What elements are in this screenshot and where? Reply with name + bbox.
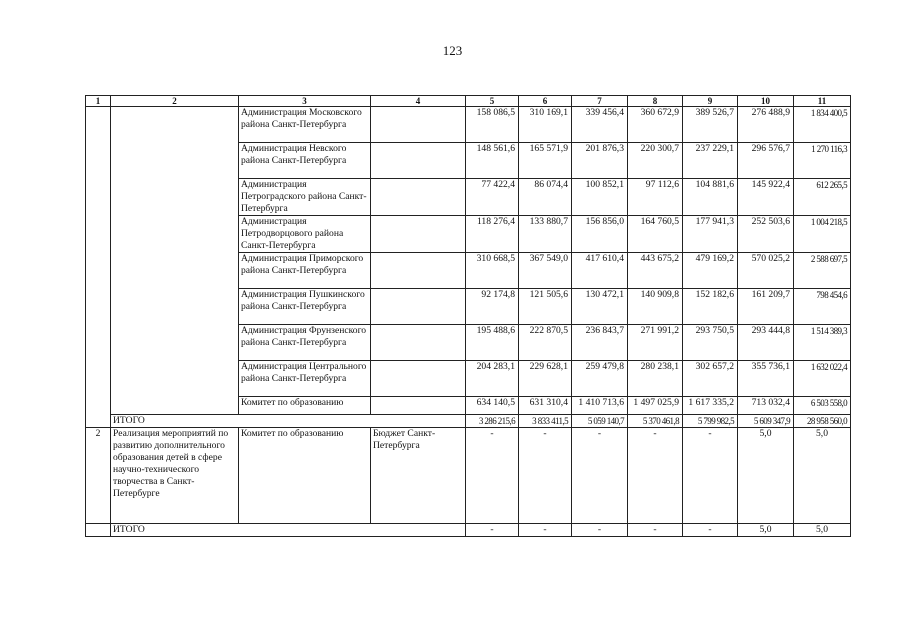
total-value-cell: 5 370 461,8 — [628, 415, 683, 428]
total-value-cell: 3 833 411,5 — [519, 415, 572, 428]
value-cell: 121 505,6 — [519, 289, 572, 325]
header-cell: 6 — [519, 96, 572, 107]
value-cell: 148 561,6 — [466, 143, 519, 179]
row-number-cell — [86, 289, 111, 325]
value-cell: 165 571,9 — [519, 143, 572, 179]
value-cell: 236 843,7 — [572, 325, 628, 361]
value-cell: - — [572, 428, 628, 524]
organization-cell: Администрация Центрального района Санкт-Петербурга — [239, 361, 371, 397]
value-cell: 631 310,4 — [519, 397, 572, 415]
header-cell: 5 — [466, 96, 519, 107]
activity-cell — [111, 289, 239, 325]
value-cell: 417 610,4 — [572, 253, 628, 289]
value-cell: 229 628,1 — [519, 361, 572, 397]
value-cell: 201 876,3 — [572, 143, 628, 179]
table-row — [86, 428, 851, 524]
source-cell — [371, 179, 466, 216]
value-cell: 5,0 — [738, 428, 794, 524]
row-number-cell: 2 — [86, 428, 111, 524]
total-value-cell: 5 799 982,5 — [683, 415, 738, 428]
value-cell: 310 169,1 — [519, 107, 572, 143]
row-number-cell — [86, 107, 111, 143]
table-row — [86, 361, 851, 397]
value-cell: 1 632 022,4 — [794, 361, 851, 397]
header-cell: 7 — [572, 96, 628, 107]
header-cell: 8 — [628, 96, 683, 107]
total-value-cell: - — [572, 524, 628, 537]
source-cell — [371, 253, 466, 289]
value-cell: 92 174,8 — [466, 289, 519, 325]
value-cell: 2 588 697,5 — [794, 253, 851, 289]
header-cell: 3 — [239, 96, 371, 107]
value-cell: 276 488,9 — [738, 107, 794, 143]
page-number: 123 — [442, 43, 463, 58]
total-value-cell: - — [683, 524, 738, 537]
total-label: ИТОГО — [111, 415, 466, 428]
value-cell: 302 657,2 — [683, 361, 738, 397]
row-number-cell — [86, 143, 111, 179]
value-cell: - — [628, 428, 683, 524]
value-cell: 5,0 — [794, 428, 851, 524]
source-cell — [371, 325, 466, 361]
value-cell: 220 300,7 — [628, 143, 683, 179]
table-row — [86, 107, 851, 143]
value-cell: - — [683, 428, 738, 524]
value-cell: 1 004 218,5 — [794, 216, 851, 253]
total-value-cell: 28 958 560,0 — [794, 415, 851, 428]
activity-cell — [111, 107, 239, 143]
total-row — [86, 524, 851, 537]
source-cell — [371, 216, 466, 253]
row-number-cell — [86, 361, 111, 397]
value-cell: 222 870,5 — [519, 325, 572, 361]
total-row — [86, 415, 851, 428]
source-cell — [371, 107, 466, 143]
value-cell: 1 514 389,3 — [794, 325, 851, 361]
activity-cell — [111, 397, 239, 415]
value-cell: 296 576,7 — [738, 143, 794, 179]
value-cell: 77 422,4 — [466, 179, 519, 216]
value-cell: 1 497 025,9 — [628, 397, 683, 415]
value-cell: 252 503,6 — [738, 216, 794, 253]
total-value-cell: 5,0 — [794, 524, 851, 537]
table-row — [86, 179, 851, 216]
row-number-cell — [86, 524, 111, 537]
value-cell: 389 526,7 — [683, 107, 738, 143]
value-cell: 133 880,7 — [519, 216, 572, 253]
row-number-cell — [86, 179, 111, 216]
row-number-cell — [86, 325, 111, 361]
value-cell: 713 032,4 — [738, 397, 794, 415]
source-cell: Бюджет Санкт-Петербурга — [371, 428, 466, 524]
budget-table — [85, 95, 851, 537]
total-value-cell: - — [519, 524, 572, 537]
value-cell: 355 736,1 — [738, 361, 794, 397]
value-cell: 164 760,5 — [628, 216, 683, 253]
table-row — [86, 216, 851, 253]
value-cell: 237 229,1 — [683, 143, 738, 179]
header-cell: 1 — [86, 96, 111, 107]
value-cell: 310 668,5 — [466, 253, 519, 289]
header-cell: 9 — [683, 96, 738, 107]
value-cell: 195 488,6 — [466, 325, 519, 361]
activity-cell — [111, 361, 239, 397]
value-cell: 293 750,5 — [683, 325, 738, 361]
table-row — [86, 325, 851, 361]
value-cell: 1 270 116,3 — [794, 143, 851, 179]
source-cell — [371, 289, 466, 325]
value-cell: 1 617 335,2 — [683, 397, 738, 415]
value-cell: 259 479,8 — [572, 361, 628, 397]
value-cell: 145 922,4 — [738, 179, 794, 216]
value-cell: 97 112,6 — [628, 179, 683, 216]
total-value-cell: 5,0 — [738, 524, 794, 537]
header-cell: 11 — [794, 96, 851, 107]
activity-cell — [111, 179, 239, 216]
value-cell: 1 834 400,5 — [794, 107, 851, 143]
value-cell: 1 410 713,6 — [572, 397, 628, 415]
organization-cell: Администрация Пушкинского района Санкт-Петербурга — [239, 289, 371, 325]
value-cell: 798 454,6 — [794, 289, 851, 325]
total-value-cell: 5 609 347,9 — [738, 415, 794, 428]
value-cell: - — [519, 428, 572, 524]
header-row — [86, 96, 851, 107]
activity-cell — [111, 253, 239, 289]
value-cell: 177 941,3 — [683, 216, 738, 253]
table-row — [86, 289, 851, 325]
value-cell: 339 456,4 — [572, 107, 628, 143]
row-number-cell — [86, 253, 111, 289]
value-cell: 104 881,6 — [683, 179, 738, 216]
organization-cell: Администрация Петроградского района Санкт-Петербурга — [239, 179, 371, 216]
row-number-cell — [86, 397, 111, 415]
table-row — [86, 253, 851, 289]
source-cell — [371, 143, 466, 179]
organization-cell: Комитет по образованию — [239, 428, 371, 524]
value-cell: 443 675,2 — [628, 253, 683, 289]
value-cell: 118 276,4 — [466, 216, 519, 253]
value-cell: 140 909,8 — [628, 289, 683, 325]
total-value-cell: 5 059 140,7 — [572, 415, 628, 428]
total-value-cell: - — [628, 524, 683, 537]
value-cell: 100 852,1 — [572, 179, 628, 216]
source-cell — [371, 361, 466, 397]
value-cell: 158 086,5 — [466, 107, 519, 143]
organization-cell: Администрация Московского района Санкт-Петербурга — [239, 107, 371, 143]
header-cell: 2 — [111, 96, 239, 107]
value-cell: 161 209,7 — [738, 289, 794, 325]
activity-cell — [111, 143, 239, 179]
row-number-cell — [86, 415, 111, 428]
activity-cell — [111, 325, 239, 361]
total-value-cell: - — [466, 524, 519, 537]
value-cell: 204 283,1 — [466, 361, 519, 397]
table-row — [86, 143, 851, 179]
value-cell: 570 025,2 — [738, 253, 794, 289]
value-cell: 86 074,4 — [519, 179, 572, 216]
row-number-cell — [86, 216, 111, 253]
value-cell: 280 238,1 — [628, 361, 683, 397]
value-cell: 360 672,9 — [628, 107, 683, 143]
organization-cell: Администрация Приморского района Санкт-Петербурга — [239, 253, 371, 289]
value-cell: 293 444,8 — [738, 325, 794, 361]
value-cell: 367 549,0 — [519, 253, 572, 289]
value-cell: 612 265,5 — [794, 179, 851, 216]
activity-cell: Реализация мероприятий по развитию дополнительного образования детей в сфере научно-технического творчества в Санкт-Петербурге — [111, 428, 239, 524]
header-cell: 10 — [738, 96, 794, 107]
value-cell: 156 856,0 — [572, 216, 628, 253]
table-row — [86, 397, 851, 415]
value-cell: 130 472,1 — [572, 289, 628, 325]
total-value-cell: 3 286 215,6 — [466, 415, 519, 428]
value-cell: 152 182,6 — [683, 289, 738, 325]
organization-cell: Администрация Петродворцового района Санкт-Петербурга — [239, 216, 371, 253]
value-cell: - — [466, 428, 519, 524]
total-label: ИТОГО — [111, 524, 466, 537]
source-cell — [371, 397, 466, 415]
header-cell: 4 — [371, 96, 466, 107]
value-cell: 634 140,5 — [466, 397, 519, 415]
activity-cell — [111, 216, 239, 253]
value-cell: 6 503 558,0 — [794, 397, 851, 415]
value-cell: 479 169,2 — [683, 253, 738, 289]
organization-cell: Комитет по образованию — [239, 397, 371, 415]
organization-cell: Администрация Фрунзенского района Санкт-Петербурга — [239, 325, 371, 361]
value-cell: 271 991,2 — [628, 325, 683, 361]
organization-cell: Администрация Невского района Санкт-Петербурга — [239, 143, 371, 179]
